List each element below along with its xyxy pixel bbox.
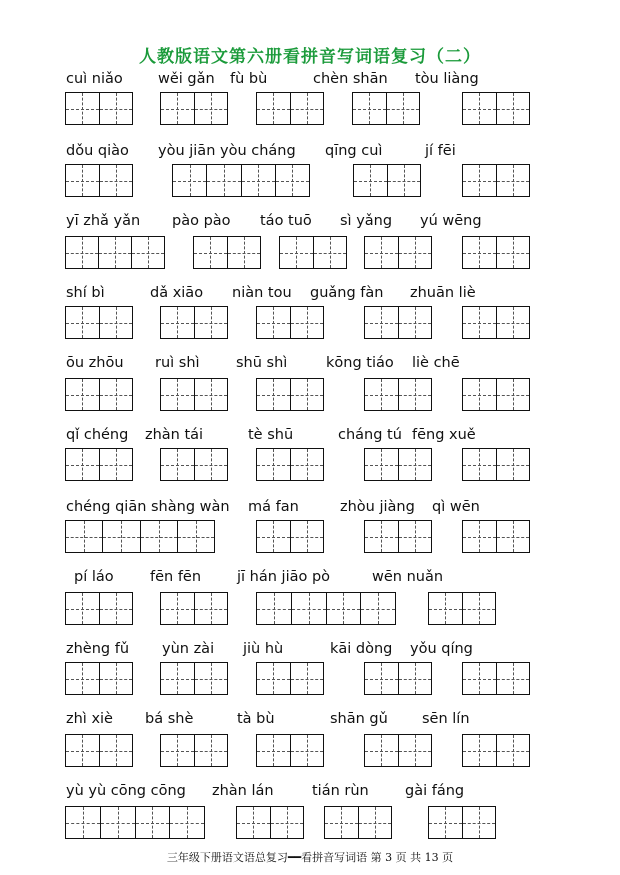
character-cell[interactable] — [387, 165, 421, 196]
character-cell[interactable] — [496, 449, 530, 480]
page-title: 人教版语文第六册看拼音写词语复习（二） — [139, 47, 481, 67]
character-cell[interactable] — [102, 521, 139, 552]
character-cell[interactable] — [66, 93, 99, 124]
character-cell[interactable] — [194, 663, 228, 694]
character-cell[interactable] — [161, 735, 194, 766]
pinyin-prompt: sēn lín — [422, 711, 470, 727]
answer-box[interactable] — [462, 734, 530, 767]
character-cell[interactable] — [463, 237, 496, 268]
character-cell[interactable] — [365, 237, 398, 268]
character-cell[interactable] — [131, 237, 164, 268]
pinyin-prompt: bá shè — [145, 711, 194, 727]
character-cell[interactable] — [206, 165, 240, 196]
character-cell[interactable] — [257, 93, 290, 124]
answer-box[interactable] — [462, 378, 530, 411]
answer-box[interactable] — [65, 448, 133, 481]
answer-box[interactable] — [256, 520, 324, 553]
character-cell[interactable] — [99, 593, 133, 624]
pinyin-prompt: tián rùn — [312, 783, 369, 799]
character-cell[interactable] — [241, 165, 275, 196]
pinyin-prompt: dǎ xiāo — [150, 285, 204, 301]
character-cell[interactable] — [161, 307, 194, 338]
character-cell[interactable] — [365, 449, 398, 480]
character-cell[interactable] — [66, 735, 99, 766]
character-cell[interactable] — [66, 449, 99, 480]
character-cell[interactable] — [398, 663, 432, 694]
character-cell[interactable] — [99, 165, 133, 196]
character-cell[interactable] — [99, 735, 133, 766]
pinyin-prompt: táo tuō — [260, 213, 312, 229]
character-cell[interactable] — [290, 93, 324, 124]
answer-box[interactable] — [160, 734, 228, 767]
character-cell[interactable] — [496, 165, 530, 196]
answer-box[interactable] — [65, 806, 205, 839]
answer-box[interactable] — [364, 734, 432, 767]
answer-box[interactable] — [462, 92, 530, 125]
character-cell[interactable] — [66, 307, 99, 338]
pinyin-prompt: cháng tú — [338, 427, 402, 443]
character-cell[interactable] — [463, 379, 496, 410]
pinyin-prompt: niàn tou — [232, 285, 292, 301]
answer-box[interactable] — [428, 806, 496, 839]
character-cell[interactable] — [463, 307, 496, 338]
pinyin-prompt: fēn fēn — [150, 569, 202, 585]
answer-box[interactable] — [65, 592, 133, 625]
pinyin-prompt: pí láo — [74, 569, 114, 585]
character-cell[interactable] — [290, 307, 324, 338]
character-cell[interactable] — [66, 663, 99, 694]
character-cell[interactable] — [365, 307, 398, 338]
character-cell[interactable] — [463, 521, 496, 552]
character-cell[interactable] — [463, 165, 496, 196]
character-cell[interactable] — [66, 807, 100, 838]
character-cell[interactable] — [398, 307, 432, 338]
answer-box[interactable] — [364, 306, 432, 339]
answer-box[interactable] — [364, 236, 432, 269]
character-cell[interactable] — [257, 735, 290, 766]
answer-box[interactable] — [364, 448, 432, 481]
character-cell[interactable] — [326, 593, 361, 624]
answer-box[interactable] — [256, 92, 324, 125]
character-cell[interactable] — [496, 735, 530, 766]
answer-box[interactable] — [352, 92, 420, 125]
character-cell[interactable] — [194, 379, 228, 410]
character-cell[interactable] — [194, 237, 227, 268]
pinyin-prompt: zhòu jiàng — [340, 499, 415, 515]
pinyin-prompt: tè shū — [248, 427, 294, 443]
character-cell[interactable] — [290, 379, 324, 410]
character-cell[interactable] — [161, 449, 194, 480]
character-cell[interactable] — [99, 93, 133, 124]
character-cell[interactable] — [173, 165, 206, 196]
character-cell[interactable] — [194, 449, 228, 480]
pinyin-prompt: jí fēi — [425, 143, 456, 159]
character-cell[interactable] — [194, 307, 228, 338]
character-cell[interactable] — [257, 379, 290, 410]
character-cell[interactable] — [496, 307, 530, 338]
character-cell[interactable] — [398, 735, 432, 766]
pinyin-prompt: tà bù — [237, 711, 275, 727]
answer-box[interactable] — [364, 520, 432, 553]
pinyin-prompt: fēng xuě — [412, 427, 476, 443]
page-footer: 三年级下册语文语总复习━━看拼音写词语 第 3 页 共 13 页 — [166, 851, 454, 864]
pinyin-prompt: liè chē — [412, 355, 460, 371]
pinyin-prompt: gài fáng — [405, 783, 465, 799]
character-cell[interactable] — [496, 379, 530, 410]
character-cell[interactable] — [365, 379, 398, 410]
pinyin-prompt: cuì niǎo — [66, 71, 123, 87]
pinyin-prompt: fù bù — [230, 71, 268, 87]
answer-box[interactable] — [160, 448, 228, 481]
pinyin-prompt: zhì xiè — [66, 711, 113, 727]
pinyin-prompt: pào pào — [172, 213, 231, 229]
character-cell[interactable] — [227, 237, 261, 268]
character-cell[interactable] — [99, 307, 133, 338]
answer-box[interactable] — [462, 236, 530, 269]
answer-box[interactable] — [428, 592, 496, 625]
answer-box[interactable] — [193, 236, 261, 269]
character-cell[interactable] — [360, 593, 395, 624]
character-cell[interactable] — [429, 593, 462, 624]
character-cell[interactable] — [66, 379, 99, 410]
answer-box[interactable] — [279, 236, 347, 269]
character-cell[interactable] — [398, 379, 432, 410]
character-cell[interactable] — [100, 807, 135, 838]
character-cell[interactable] — [462, 593, 496, 624]
character-cell[interactable] — [290, 449, 324, 480]
pinyin-prompt: zhàn lán — [212, 783, 274, 799]
character-cell[interactable] — [291, 593, 326, 624]
character-cell[interactable] — [358, 807, 392, 838]
character-cell[interactable] — [365, 521, 398, 552]
character-cell[interactable] — [496, 237, 530, 268]
pinyin-prompt: zhuān liè — [410, 285, 476, 301]
character-cell[interactable] — [98, 237, 131, 268]
character-cell[interactable] — [463, 735, 496, 766]
pinyin-prompt: jī hán jiāo pò — [237, 569, 331, 585]
character-cell[interactable] — [257, 449, 290, 480]
answer-box[interactable] — [172, 164, 310, 197]
character-cell[interactable] — [66, 521, 102, 552]
answer-box[interactable] — [256, 378, 324, 411]
answer-box[interactable] — [462, 662, 530, 695]
pinyin-prompt: chéng qiān shàng wàn — [66, 499, 230, 515]
pinyin-prompt: má fan — [248, 499, 299, 515]
character-cell[interactable] — [257, 593, 291, 624]
character-cell[interactable] — [365, 663, 398, 694]
answer-box[interactable] — [160, 592, 228, 625]
character-cell[interactable] — [161, 663, 194, 694]
answer-box[interactable] — [236, 806, 304, 839]
pinyin-prompt: yù yù cōng cōng — [66, 783, 186, 799]
answer-box[interactable] — [65, 164, 133, 197]
pinyin-prompt: zhàn tái — [145, 427, 204, 443]
pinyin-prompt: ōu zhōu — [66, 355, 124, 371]
character-cell[interactable] — [161, 593, 194, 624]
character-cell[interactable] — [463, 449, 496, 480]
character-cell[interactable] — [66, 237, 98, 268]
character-cell[interactable] — [194, 735, 228, 766]
answer-box[interactable] — [160, 662, 228, 695]
answer-box[interactable] — [462, 520, 530, 553]
character-cell[interactable] — [290, 521, 324, 552]
character-cell[interactable] — [99, 379, 133, 410]
answer-box[interactable] — [256, 448, 324, 481]
answer-box[interactable] — [353, 164, 421, 197]
answer-box[interactable] — [364, 378, 432, 411]
pinyin-prompt: kōng tiáo — [326, 355, 394, 371]
character-cell[interactable] — [462, 807, 496, 838]
pinyin-prompt: dǒu qiào — [66, 143, 129, 159]
pinyin-prompt: qì wēn — [432, 499, 480, 515]
character-cell[interactable] — [177, 521, 214, 552]
character-cell[interactable] — [237, 807, 270, 838]
pinyin-prompt: sì yǎng — [340, 213, 393, 229]
answer-box[interactable] — [462, 164, 530, 197]
answer-box[interactable] — [462, 306, 530, 339]
character-cell[interactable] — [257, 663, 290, 694]
character-cell[interactable] — [169, 807, 204, 838]
character-cell[interactable] — [66, 593, 99, 624]
pinyin-prompt: yǒu qíng — [410, 641, 473, 657]
answer-box[interactable] — [160, 92, 228, 125]
character-cell[interactable] — [496, 663, 530, 694]
character-cell[interactable] — [99, 449, 133, 480]
pinyin-prompt: jiù hù — [243, 641, 284, 657]
answer-box[interactable] — [160, 306, 228, 339]
character-cell[interactable] — [257, 307, 290, 338]
pinyin-prompt: zhèng fǔ — [66, 641, 130, 657]
pinyin-prompt: shí bì — [66, 285, 105, 301]
answer-box[interactable] — [160, 378, 228, 411]
character-cell[interactable] — [161, 93, 194, 124]
pinyin-prompt: guǎng fàn — [310, 285, 384, 301]
character-cell[interactable] — [140, 521, 177, 552]
pinyin-prompt: wēn nuǎn — [372, 569, 444, 585]
pinyin-prompt: tòu liàng — [415, 71, 479, 87]
answer-box[interactable] — [65, 662, 133, 695]
character-cell[interactable] — [354, 165, 387, 196]
answer-box[interactable] — [256, 306, 324, 339]
character-cell[interactable] — [353, 93, 386, 124]
character-cell[interactable] — [398, 521, 432, 552]
character-cell[interactable] — [66, 165, 99, 196]
answer-box[interactable] — [324, 806, 392, 839]
answer-box[interactable] — [364, 662, 432, 695]
character-cell[interactable] — [429, 807, 462, 838]
character-cell[interactable] — [398, 237, 432, 268]
pinyin-prompt: qīng cuì — [325, 143, 383, 159]
character-cell[interactable] — [365, 735, 398, 766]
pinyin-prompt: ruì shì — [155, 355, 200, 371]
pinyin-prompt: shū shì — [236, 355, 288, 371]
character-cell[interactable] — [496, 521, 530, 552]
character-cell[interactable] — [135, 807, 170, 838]
character-cell[interactable] — [290, 663, 324, 694]
answer-box[interactable] — [65, 734, 133, 767]
character-cell[interactable] — [496, 93, 530, 124]
answer-box[interactable] — [65, 236, 165, 269]
character-cell[interactable] — [398, 449, 432, 480]
character-cell[interactable] — [325, 807, 358, 838]
character-cell[interactable] — [194, 93, 228, 124]
character-cell[interactable] — [280, 237, 313, 268]
pinyin-prompt: yòu jiān yòu cháng — [158, 143, 296, 159]
answer-box[interactable] — [65, 92, 133, 125]
character-cell[interactable] — [99, 663, 133, 694]
character-cell[interactable] — [290, 735, 324, 766]
answer-box[interactable] — [65, 306, 133, 339]
pinyin-prompt: wěi gǎn — [158, 71, 215, 87]
pinyin-prompt: kāi dòng — [330, 641, 393, 657]
character-cell[interactable] — [463, 663, 496, 694]
character-cell[interactable] — [161, 379, 194, 410]
character-cell[interactable] — [313, 237, 347, 268]
pinyin-prompt: yùn zài — [162, 641, 215, 657]
character-cell[interactable] — [386, 93, 420, 124]
pinyin-prompt: shān gǔ — [330, 711, 388, 727]
character-cell[interactable] — [463, 93, 496, 124]
answer-box[interactable] — [256, 662, 324, 695]
pinyin-prompt: chèn shān — [313, 71, 388, 87]
pinyin-prompt: yī zhǎ yǎn — [66, 213, 141, 229]
answer-box[interactable] — [65, 520, 215, 553]
character-cell[interactable] — [194, 593, 228, 624]
answer-box[interactable] — [256, 734, 324, 767]
pinyin-prompt: qǐ chéng — [66, 427, 129, 443]
answer-box[interactable] — [256, 592, 396, 625]
character-cell[interactable] — [257, 521, 290, 552]
character-cell[interactable] — [270, 807, 304, 838]
pinyin-prompt: yú wēng — [420, 213, 482, 229]
answer-box[interactable] — [462, 448, 530, 481]
character-cell[interactable] — [275, 165, 309, 196]
answer-box[interactable] — [65, 378, 133, 411]
